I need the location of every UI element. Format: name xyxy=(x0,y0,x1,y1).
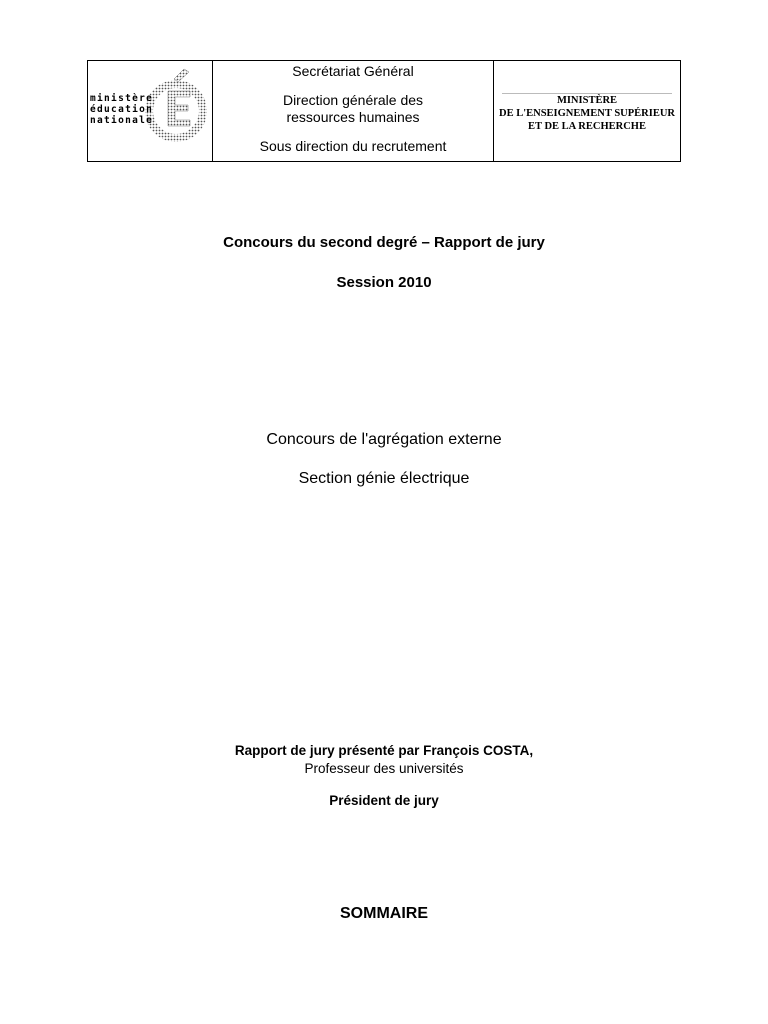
session-title: Session 2010 xyxy=(336,274,432,291)
report-title: Concours du second degré – Rapport de jury xyxy=(223,234,545,251)
ministry-education-logo xyxy=(88,61,213,161)
presented-by: Rapport de jury présenté par François COSTA, xyxy=(234,743,534,758)
jury-president: Président de jury xyxy=(329,793,439,808)
issuing-department xyxy=(213,61,494,161)
secretariat-label: Secrétariat Général xyxy=(292,63,414,79)
directorate-label-2: ressources humaines xyxy=(286,109,420,125)
subdirectorate-label: Sous direction du recrutement xyxy=(259,138,447,154)
ministry-name: MINISTÈRE DE L'ENSEIGNEMENT SUPÉRIEUR ET DE LA RECHERCHE xyxy=(498,95,675,132)
section-name: Section génie électrique xyxy=(298,470,470,487)
presenter-role: Professeur des universités xyxy=(304,761,464,776)
competition-name: Concours de l'agrégation externe xyxy=(266,431,502,448)
directorate-label: Direction générale des xyxy=(282,92,424,108)
logo-wordmark: ministère éducation nationale xyxy=(90,93,154,126)
header-table xyxy=(87,60,681,162)
ministry-higher-education xyxy=(494,61,680,161)
summary-heading: SOMMAIRE xyxy=(340,905,428,922)
